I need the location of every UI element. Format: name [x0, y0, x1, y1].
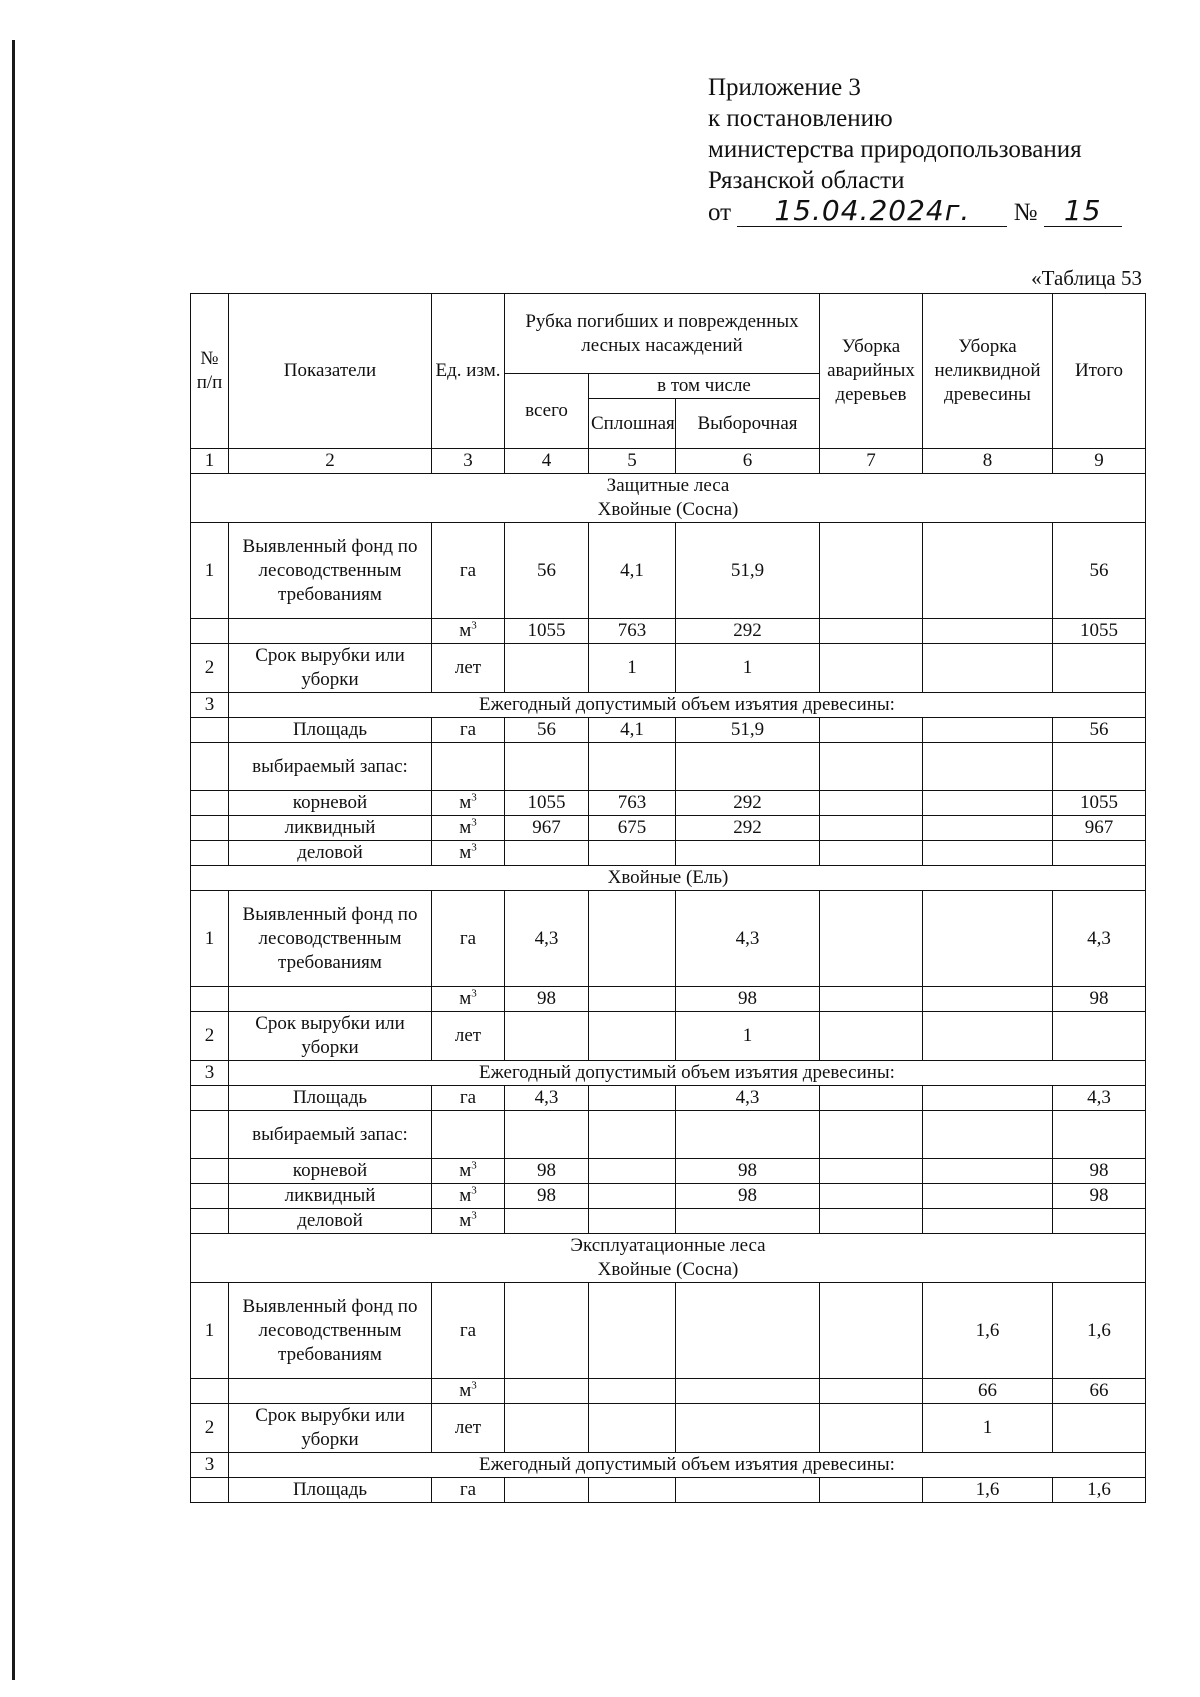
value-cell: 66	[923, 1379, 1053, 1404]
table-row	[191, 1159, 1146, 1184]
value-cell	[923, 987, 1053, 1012]
table-cell	[1053, 1111, 1146, 1159]
superscript: 3	[471, 1184, 477, 1197]
unit-cell	[432, 1111, 505, 1159]
row-number	[191, 1111, 229, 1159]
value-cell: 56	[1053, 718, 1146, 743]
indicator-label: Площадь	[229, 718, 432, 743]
value-cell: 1	[589, 644, 676, 693]
value-cell: 98	[505, 1184, 589, 1209]
value-cell: 1,6	[923, 1478, 1053, 1503]
value-cell	[589, 1159, 676, 1184]
row-number: 2	[191, 1404, 229, 1453]
indicator-label: выбираемый запас:	[229, 743, 432, 791]
value-cell: 1,6	[1053, 1283, 1146, 1379]
value-cell: 4,1	[589, 718, 676, 743]
col-header-indicator: Показатели	[229, 294, 432, 449]
value-cell	[820, 523, 923, 619]
unit-cell: га	[432, 1086, 505, 1111]
unit-text: м	[459, 817, 472, 838]
date-prefix: от	[708, 199, 732, 226]
indicator-label: деловой	[229, 1209, 432, 1234]
table-row	[191, 841, 1146, 866]
value-cell: 98	[676, 987, 820, 1012]
value-cell	[1053, 1012, 1146, 1061]
row-number: 3	[191, 693, 229, 718]
row-number	[191, 816, 229, 841]
value-cell	[820, 1184, 923, 1209]
row-number	[191, 1086, 229, 1111]
value-cell	[505, 1283, 589, 1379]
indicator-label	[229, 987, 432, 1012]
unit-cell	[432, 791, 505, 816]
table-cell	[589, 1111, 676, 1159]
unit-text: м	[459, 988, 472, 1009]
indicator-label: Срок вырубки или уборки	[229, 1404, 432, 1453]
value-cell: 98	[505, 987, 589, 1012]
unit-cell: лет	[432, 1012, 505, 1061]
column-number: 5	[589, 449, 676, 474]
section-row	[191, 1234, 1146, 1283]
unit-cell: лет	[432, 644, 505, 693]
value-cell: 1055	[1053, 791, 1146, 816]
row-number	[191, 1379, 229, 1404]
value-cell	[589, 1404, 676, 1453]
value-cell: 675	[589, 816, 676, 841]
unit-text: м	[459, 1185, 472, 1206]
value-cell	[820, 1379, 923, 1404]
indicator-label: деловой	[229, 841, 432, 866]
number-prefix: №	[1013, 199, 1038, 226]
data-table	[190, 293, 1146, 1503]
value-cell	[923, 718, 1053, 743]
table-row	[191, 1379, 1146, 1404]
value-cell	[505, 644, 589, 693]
indicator-label: корневой	[229, 1159, 432, 1184]
table-row	[191, 718, 1146, 743]
table-row	[191, 1283, 1146, 1379]
value-cell	[589, 1379, 676, 1404]
table-row	[191, 743, 1146, 791]
indicator-label: Выявленный фонд по лесоводственным требованиям	[229, 1283, 432, 1379]
table-row	[191, 1404, 1146, 1453]
annual-volume-label: Ежегодный допустимый объем изъятия древесины:	[229, 1061, 1146, 1086]
table-row	[191, 1061, 1146, 1086]
indicator-label: Выявленный фонд по лесоводственным требованиям	[229, 523, 432, 619]
section-row	[191, 866, 1146, 891]
value-cell	[505, 841, 589, 866]
table-row	[191, 693, 1146, 718]
value-cell: 763	[589, 619, 676, 644]
value-cell: 4,3	[505, 891, 589, 987]
value-cell: 4,3	[1053, 891, 1146, 987]
value-cell: 56	[505, 718, 589, 743]
superscript: 3	[471, 841, 477, 854]
value-cell	[589, 841, 676, 866]
value-cell	[1053, 841, 1146, 866]
value-cell	[820, 841, 923, 866]
col-header-emergency: Уборка аварийных деревьев	[820, 294, 923, 449]
value-cell	[589, 1283, 676, 1379]
col-header-unit: Ед. изм.	[432, 294, 505, 449]
value-cell: 4,3	[676, 891, 820, 987]
value-cell	[820, 619, 923, 644]
unit-text: м	[459, 842, 472, 863]
value-cell	[820, 1012, 923, 1061]
value-cell	[676, 1283, 820, 1379]
table-caption: «Таблица 53	[1031, 266, 1142, 290]
value-cell: 51,9	[676, 523, 820, 619]
value-cell	[820, 1283, 923, 1379]
value-cell	[923, 1012, 1053, 1061]
table-cell	[505, 743, 589, 791]
col-header-total: Итого	[1053, 294, 1146, 449]
table-cell	[676, 1111, 820, 1159]
row-number: 3	[191, 1453, 229, 1478]
row-number	[191, 1184, 229, 1209]
row-number	[191, 743, 229, 791]
value-cell: 1	[676, 1012, 820, 1061]
value-cell	[505, 1478, 589, 1503]
table-cell	[820, 1111, 923, 1159]
col-header-num: № п/п	[191, 294, 229, 449]
table-cell	[505, 1111, 589, 1159]
handwritten-number: 15	[1044, 196, 1122, 227]
column-number: 3	[432, 449, 505, 474]
superscript: 3	[471, 791, 477, 804]
indicator-label: корневой	[229, 791, 432, 816]
table-row	[191, 644, 1146, 693]
row-number	[191, 718, 229, 743]
value-cell	[589, 1086, 676, 1111]
value-cell: 56	[1053, 523, 1146, 619]
unit-cell	[432, 987, 505, 1012]
value-cell	[820, 1086, 923, 1111]
col-header-illiquid: Уборка неликвидной древесины	[923, 294, 1053, 449]
value-cell	[589, 1184, 676, 1209]
table-cell	[923, 1111, 1053, 1159]
annual-volume-label: Ежегодный допустимый объем изъятия древесины:	[229, 1453, 1146, 1478]
value-cell: 967	[505, 816, 589, 841]
value-cell: 763	[589, 791, 676, 816]
row-number	[191, 619, 229, 644]
table-row	[191, 1086, 1146, 1111]
table-row	[191, 1111, 1146, 1159]
indicator-label: Срок вырубки или уборки	[229, 1012, 432, 1061]
value-cell	[1053, 1209, 1146, 1234]
indicator-label: ликвидный	[229, 816, 432, 841]
column-number: 1	[191, 449, 229, 474]
unit-cell: лет	[432, 1404, 505, 1453]
indicator-label: выбираемый запас:	[229, 1111, 432, 1159]
unit-cell	[432, 1159, 505, 1184]
value-cell	[589, 1012, 676, 1061]
indicator-label: ликвидный	[229, 1184, 432, 1209]
value-cell	[820, 791, 923, 816]
table-row	[191, 1012, 1146, 1061]
value-cell	[820, 1209, 923, 1234]
unit-cell	[432, 841, 505, 866]
table-cell	[1053, 743, 1146, 791]
value-cell	[589, 1209, 676, 1234]
column-number: 8	[923, 449, 1053, 474]
row-number: 2	[191, 644, 229, 693]
header-line: Приложение 3	[708, 74, 861, 101]
table-row	[191, 1184, 1146, 1209]
unit-cell: га	[432, 1478, 505, 1503]
row-number	[191, 987, 229, 1012]
value-cell	[505, 1012, 589, 1061]
value-cell: 4,3	[676, 1086, 820, 1111]
row-number	[191, 1478, 229, 1503]
value-cell	[923, 791, 1053, 816]
unit-cell	[432, 1209, 505, 1234]
header-line: министерства природопользования	[708, 136, 1082, 163]
value-cell	[923, 816, 1053, 841]
unit-text: м	[459, 1160, 472, 1181]
row-number: 3	[191, 1061, 229, 1086]
unit-text: м	[459, 1380, 472, 1401]
indicator-label: Срок вырубки или уборки	[229, 644, 432, 693]
superscript: 3	[471, 1159, 477, 1172]
col-header-felling: Рубка погибших и поврежденных лесных насаждений	[505, 294, 820, 374]
section-title: Защитные леса	[606, 475, 730, 496]
table-row	[191, 1453, 1146, 1478]
value-cell: 98	[676, 1184, 820, 1209]
value-cell	[505, 1379, 589, 1404]
superscript: 3	[471, 816, 477, 829]
column-number: 6	[676, 449, 820, 474]
row-number	[191, 1159, 229, 1184]
row-number: 1	[191, 891, 229, 987]
value-cell: 51,9	[676, 718, 820, 743]
value-cell	[589, 987, 676, 1012]
superscript: 3	[471, 1379, 477, 1392]
row-number	[191, 1209, 229, 1234]
unit-cell	[432, 1379, 505, 1404]
value-cell	[676, 841, 820, 866]
table-row	[191, 1209, 1146, 1234]
header-line: Рязанской области	[708, 167, 905, 194]
value-cell	[923, 644, 1053, 693]
value-cell	[923, 1184, 1053, 1209]
value-cell	[676, 1478, 820, 1503]
section-header	[191, 866, 1146, 891]
value-cell	[1053, 644, 1146, 693]
value-cell	[923, 1209, 1053, 1234]
header-date-line	[708, 196, 1122, 228]
indicator-label: Выявленный фонд по лесоводственным требованиям	[229, 891, 432, 987]
scan-edge	[12, 40, 15, 1680]
unit-text: м	[459, 1210, 472, 1231]
value-cell: 292	[676, 791, 820, 816]
unit-cell: га	[432, 718, 505, 743]
value-cell: 98	[676, 1159, 820, 1184]
value-cell: 4,1	[589, 523, 676, 619]
unit-cell: га	[432, 1283, 505, 1379]
unit-cell: га	[432, 523, 505, 619]
table-cell	[589, 743, 676, 791]
row-number	[191, 791, 229, 816]
unit-cell	[432, 1184, 505, 1209]
table-row	[191, 791, 1146, 816]
value-cell	[923, 1086, 1053, 1111]
indicator-label	[229, 619, 432, 644]
unit-cell	[432, 816, 505, 841]
column-number: 2	[229, 449, 432, 474]
value-cell	[923, 523, 1053, 619]
value-cell: 1	[676, 644, 820, 693]
section-subtitle: Хвойные (Сосна)	[597, 499, 739, 520]
value-cell	[820, 891, 923, 987]
value-cell	[676, 1379, 820, 1404]
value-cell	[820, 987, 923, 1012]
value-cell	[820, 1478, 923, 1503]
section-header	[191, 1234, 1146, 1283]
column-number: 9	[1053, 449, 1146, 474]
value-cell: 98	[1053, 1159, 1146, 1184]
section-title: Эксплуатационные леса	[570, 1235, 766, 1256]
section-header	[191, 474, 1146, 523]
table-row	[191, 523, 1146, 619]
col-header-total-all: всего	[505, 374, 589, 449]
unit-text: м	[459, 792, 472, 813]
col-header-clear: Сплошная	[589, 399, 676, 449]
indicator-label	[229, 1379, 432, 1404]
handwritten-date: 15.04.2024г.	[737, 196, 1007, 227]
table-row	[191, 816, 1146, 841]
section-subtitle: Хвойные (Ель)	[607, 867, 729, 888]
table-cell	[923, 743, 1053, 791]
row-number: 2	[191, 1012, 229, 1061]
section-row	[191, 474, 1146, 523]
value-cell	[820, 718, 923, 743]
value-cell: 4,3	[1053, 1086, 1146, 1111]
value-cell	[1053, 1404, 1146, 1453]
indicator-label: Площадь	[229, 1086, 432, 1111]
column-number: 4	[505, 449, 589, 474]
value-cell	[589, 1478, 676, 1503]
value-cell	[923, 841, 1053, 866]
value-cell: 98	[1053, 1184, 1146, 1209]
superscript: 3	[471, 619, 477, 632]
table-row	[191, 1478, 1146, 1503]
value-cell	[820, 644, 923, 693]
value-cell	[820, 1404, 923, 1453]
unit-cell	[432, 619, 505, 644]
value-cell	[676, 1209, 820, 1234]
column-number: 7	[820, 449, 923, 474]
value-cell	[820, 1159, 923, 1184]
column-numbers-row	[191, 449, 1146, 474]
value-cell: 56	[505, 523, 589, 619]
value-cell: 1055	[505, 791, 589, 816]
value-cell	[505, 1209, 589, 1234]
value-cell	[676, 1404, 820, 1453]
value-cell	[589, 891, 676, 987]
unit-cell	[432, 743, 505, 791]
col-header-selective: Выборочная	[676, 399, 820, 449]
annual-volume-label: Ежегодный допустимый объем изъятия древесины:	[229, 693, 1146, 718]
value-cell	[923, 891, 1053, 987]
superscript: 3	[471, 1209, 477, 1222]
indicator-label: Площадь	[229, 1478, 432, 1503]
unit-text: м	[459, 620, 472, 641]
unit-cell: га	[432, 891, 505, 987]
row-number	[191, 841, 229, 866]
value-cell: 1	[923, 1404, 1053, 1453]
value-cell: 66	[1053, 1379, 1146, 1404]
value-cell: 1,6	[923, 1283, 1053, 1379]
value-cell: 292	[676, 816, 820, 841]
value-cell	[505, 1404, 589, 1453]
value-cell: 292	[676, 619, 820, 644]
table-row	[191, 987, 1146, 1012]
table-cell	[820, 743, 923, 791]
row-number: 1	[191, 1283, 229, 1379]
table-cell	[676, 743, 820, 791]
superscript: 3	[471, 987, 477, 1000]
table-row	[191, 891, 1146, 987]
value-cell: 98	[505, 1159, 589, 1184]
header-line: к постановлению	[708, 105, 893, 132]
value-cell	[923, 619, 1053, 644]
document-header	[708, 72, 1122, 228]
section-subtitle: Хвойные (Сосна)	[597, 1259, 739, 1280]
value-cell: 98	[1053, 987, 1146, 1012]
value-cell: 967	[1053, 816, 1146, 841]
value-cell: 1055	[505, 619, 589, 644]
value-cell: 1,6	[1053, 1478, 1146, 1503]
value-cell: 4,3	[505, 1086, 589, 1111]
value-cell	[923, 1159, 1053, 1184]
row-number: 1	[191, 523, 229, 619]
table-row	[191, 619, 1146, 644]
value-cell: 1055	[1053, 619, 1146, 644]
col-header-including: в том числе	[589, 374, 820, 399]
value-cell	[820, 816, 923, 841]
